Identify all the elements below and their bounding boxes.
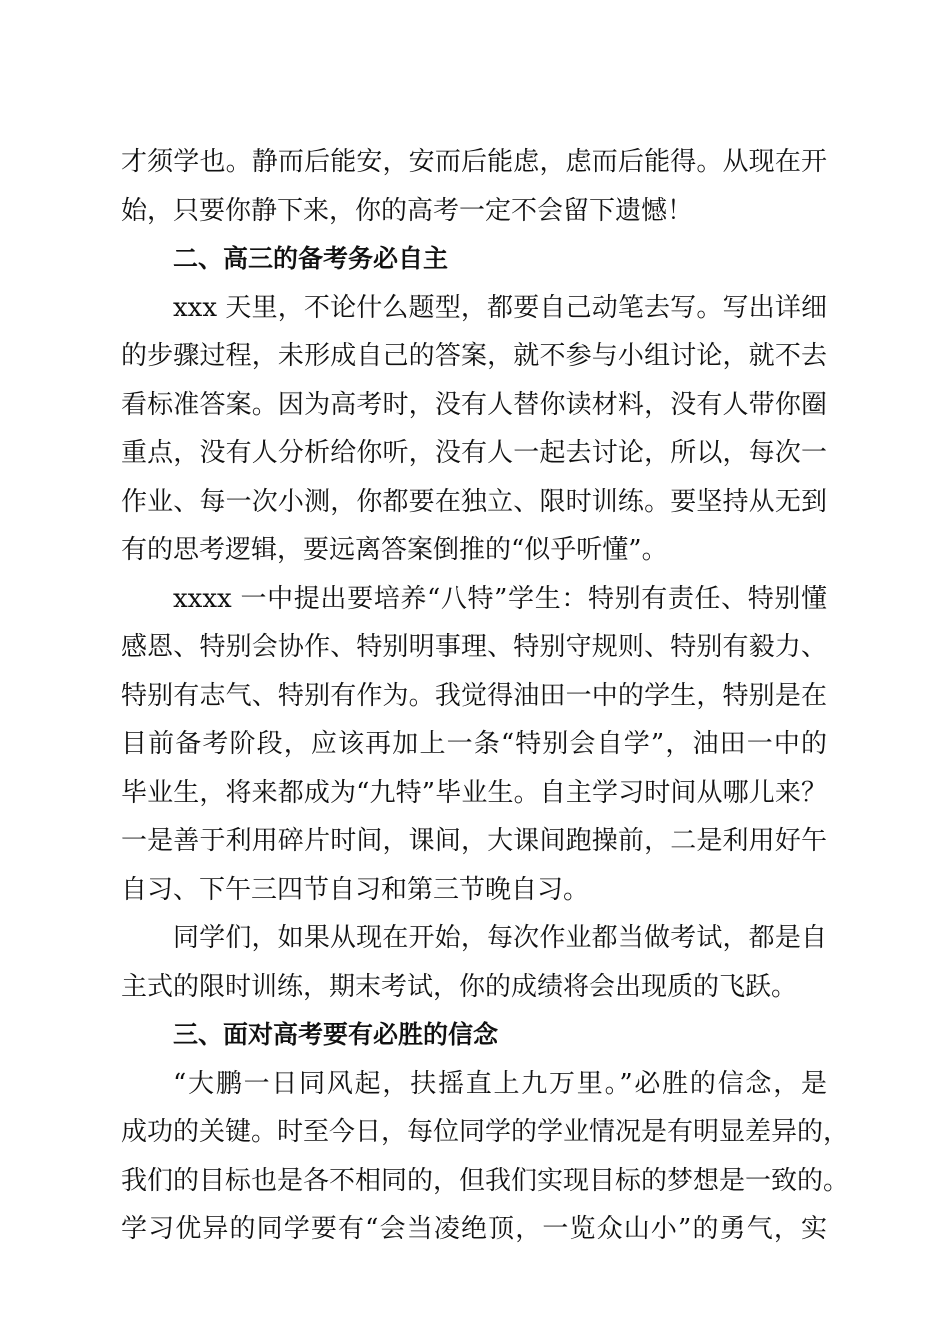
text-line: 学习优异的同学要有“会当凌绝顶，一览众山小”的勇气，实	[121, 1214, 827, 1244]
text-line: 有的思考逻辑，要远离答案倒推的“似乎听懂”。	[121, 535, 668, 565]
text-line: 感恩、特别会协作、特别明事理、特别守规则、特别有毅力、	[121, 632, 827, 662]
text-line: 自习、下午三四节自习和第三节晚自习。	[121, 874, 590, 905]
paragraph	[121, 575, 827, 915]
section-heading-text: 二、高三的备考务必自主	[173, 244, 449, 273]
text-line: 重点，没有人分析给你听，没有人一起去讨论，所以，每次一	[121, 438, 827, 468]
text-line: 主式的限时训练，期末考试，你的成绩将会出现质的飞跃。	[121, 971, 798, 1002]
section-heading	[121, 1011, 827, 1060]
text-line: “大鹏一日同风起，扶摇直上九万里。”必胜的信念，是	[173, 1068, 827, 1099]
text-line: 同学们，如果从现在开始，每次作业都当做考试，都是自	[173, 923, 827, 953]
text-line: 成功的关键。时至今日，每位同学的学业情况是有明显差异的，	[121, 1117, 850, 1147]
text-line: 特别有志气、特别有作为。我觉得油田一中的学生，特别是在	[121, 680, 827, 711]
text-line: 作业、每一次小测，你都要在独立、限时训练。要坚持从无到	[121, 486, 827, 517]
paragraph	[121, 284, 827, 575]
document-body	[121, 138, 850, 1254]
text-line: 才须学也。静而后能安，安而后能虑，虑而后能得。从现在开	[121, 147, 827, 177]
text-line: 始，只要你静下来，你的高考一定不会留下遗憾！	[121, 195, 694, 226]
paragraph	[121, 138, 827, 235]
text-line: 目前备考阶段，应该再加上一条“特别会自学”，油田一中的	[121, 729, 827, 759]
paragraph	[121, 1060, 850, 1254]
text-line: 看标准答案。因为高考时，没有人替你读材料，没有人带你圈	[121, 389, 827, 420]
text-line: xxxx 一中提出要培养“八特”学生：特别有责任、特别懂	[173, 583, 827, 614]
text-line: 毕业生，将来都成为“九特”毕业生。自主学习时间从哪儿来？	[121, 777, 827, 808]
text-line: 一是善于利用碎片时间，课间，大课间跑操前，二是利用好午	[121, 826, 827, 856]
text-line: xxx 天里，不论什么题型，都要自己动笔去写。写出详细	[173, 292, 827, 323]
section-heading	[121, 235, 827, 284]
paragraph	[121, 914, 827, 1011]
text-line: 我们的目标也是各不相同的，但我们实现目标的梦想是一致的。	[121, 1165, 850, 1196]
section-heading-text: 三、面对高考要有必胜的信念	[173, 1020, 499, 1049]
text-line: 的步骤过程，未形成自己的答案，就不参与小组讨论，就不去	[121, 341, 827, 371]
